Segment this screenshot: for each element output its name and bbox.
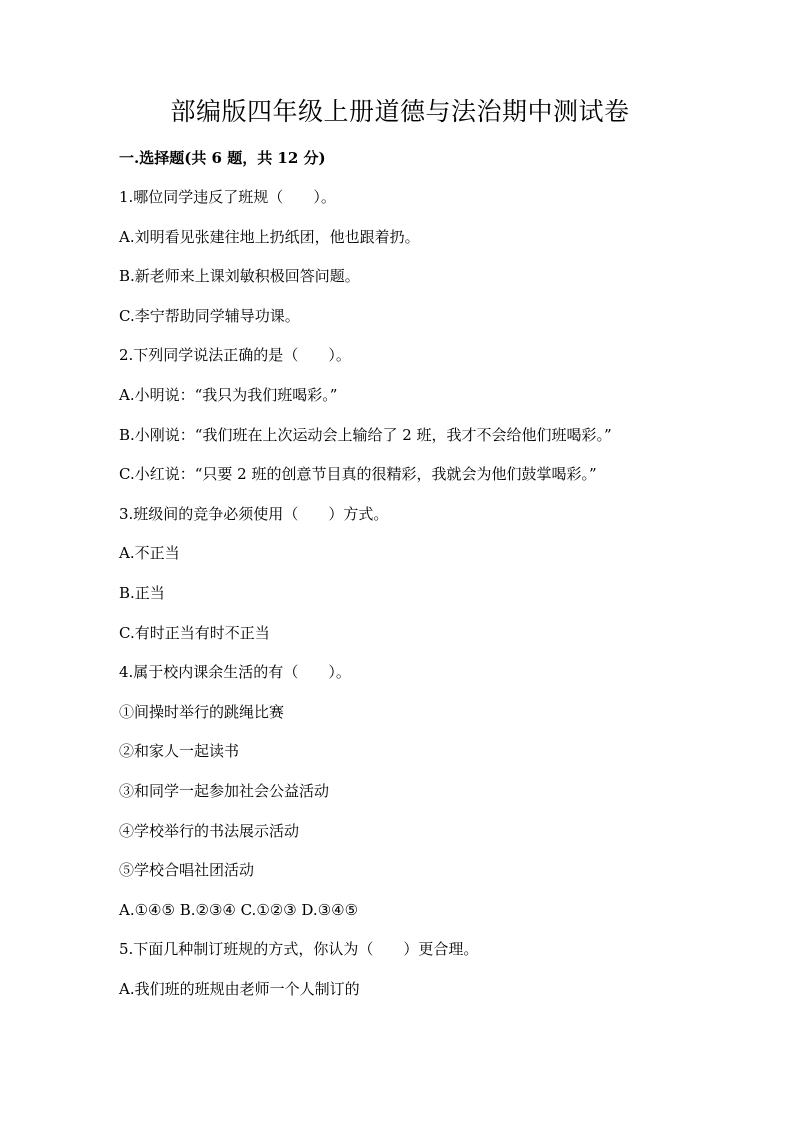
answer-option: A.不正当 — [119, 544, 180, 563]
answer-option: B.新老师来上课刘敏积极回答问题。 — [119, 267, 360, 286]
list-item: ③和同学一起参加社会公益活动 — [119, 781, 330, 800]
page-title: 部编版四年级上册道德与法治期中测试卷 — [170, 97, 630, 126]
list-item: ④学校举行的书法展示活动 — [119, 821, 300, 840]
question-text: 2.下列同学说法正确的是（ ）。 — [119, 346, 351, 365]
answer-option: C.小红说：“只要 2 班的创意节目真的很精彩，我就会为他们鼓掌喝彩。” — [119, 465, 597, 484]
answer-option: A.小明说：“我只为我们班喝彩。” — [119, 385, 338, 404]
question-text: 4.属于校内课余生活的有（ ）。 — [119, 663, 351, 682]
question-text: 3.班级间的竞争必须使用（ ）方式。 — [119, 504, 389, 523]
answer-option: B.正当 — [119, 583, 165, 602]
list-item: ①间操时举行的跳绳比赛 — [119, 702, 285, 721]
answer-option: C.有时正当有时不正当 — [119, 623, 270, 642]
answer-option: A.刘明看见张建往地上扔纸团，他也跟着扔。 — [119, 227, 420, 246]
list-item: ②和家人一起读书 — [119, 742, 240, 761]
question-text: 1.哪位同学违反了班规（ ）。 — [119, 188, 336, 206]
section-heading: 一.选择题(共 6 题，共 12 分) — [119, 149, 326, 167]
answer-option: A.我们班的班规由老师一个人制订的 — [119, 979, 360, 998]
question-list — [119, 185, 759, 1016]
list-item: ⑤学校合唱社团活动 — [119, 861, 255, 880]
answer-option: B.小刚说：“我们班在上次运动会上输给了 2 班，我才不会给他们班喝彩。” — [119, 425, 612, 444]
question-text: 5.下面几种制订班规的方式，你认为（ ）更合理。 — [119, 940, 479, 959]
answer-options-row: A.①④⑤ B.②③④ C.①②③ D.③④⑤ — [119, 900, 359, 919]
answer-option: C.李宁帮助同学辅导功课。 — [119, 306, 300, 325]
